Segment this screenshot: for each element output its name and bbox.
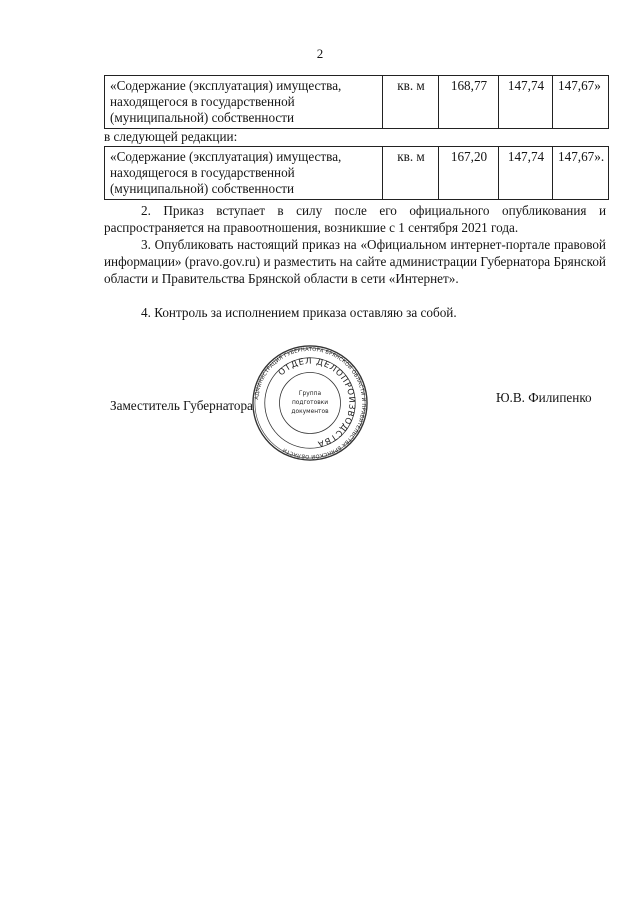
- stamp-middle-text: ОТДЕЛ ДЕЛОПРОИЗВОДСТВА: [275, 355, 358, 450]
- service-name-cell: [105, 147, 383, 200]
- unit-cell: кв. м: [383, 147, 439, 200]
- service-name-line: «Содержание (эксплуатация) имущества,: [110, 78, 342, 93]
- value-cell: 147,74: [499, 147, 553, 200]
- table-row: [105, 76, 609, 129]
- service-name-line: (муниципальной) собственности: [110, 181, 295, 196]
- service-name-line: (муниципальной) собственности: [110, 110, 295, 125]
- table-row: [105, 147, 609, 200]
- unit-cell: кв. м: [383, 76, 439, 129]
- service-name-line: находящегося в государственной: [110, 94, 295, 109]
- paragraph-2: 2. Приказ вступает в силу после его официального опубликования и распространяется на правоотношения, возникшие с 1 сентября 2021 года.: [104, 203, 606, 235]
- tariff-table-old: [104, 75, 609, 129]
- official-stamp: [251, 344, 369, 462]
- paragraph-4: 4. Контроль за исполнением приказа оставляю за собой.: [141, 305, 457, 320]
- stamp-center-line: Группа: [298, 391, 322, 398]
- stamp-seal-icon: [251, 344, 369, 462]
- value-cell: 168,77: [439, 76, 499, 129]
- value-cell: 147,74: [499, 76, 553, 129]
- service-name-line: находящегося в государственной: [110, 165, 295, 180]
- stamp-center-line: подготовки: [291, 399, 329, 406]
- signatory-name: Ю.В. Филипенко: [496, 390, 592, 405]
- value-cell: 147,67».: [553, 147, 609, 200]
- service-name-line: «Содержание (эксплуатация) имущества,: [110, 149, 342, 164]
- value-cell: 147,67»: [553, 76, 609, 129]
- page-number: 2: [316, 46, 324, 61]
- paragraph-3: 3. Опубликовать настоящий приказ на «Официальном интернет-портале правовой информации» (pravo.gov.ru) и разместить на сайте администрации Губернатора Брянской области и Правительства Брянской области в сети «Интернет».: [104, 237, 606, 286]
- stamp-center-line: документов: [291, 408, 329, 415]
- service-name-cell: [105, 76, 383, 129]
- value-cell: 167,20: [439, 147, 499, 200]
- tariff-table-new: [104, 146, 609, 200]
- stamp-outer-text: АДМИНИСТРАЦИЯ ГУБЕРНАТОРА БРЯНСКОЙ ОБЛАСТИ И ПРАВИТЕЛЬСТВА БРЯНСКОЙ ОБЛАСТИ: [253, 346, 367, 460]
- intro-text: в следующей редакции:: [104, 129, 238, 144]
- signatory-title: Заместитель Губернатора: [110, 398, 253, 413]
